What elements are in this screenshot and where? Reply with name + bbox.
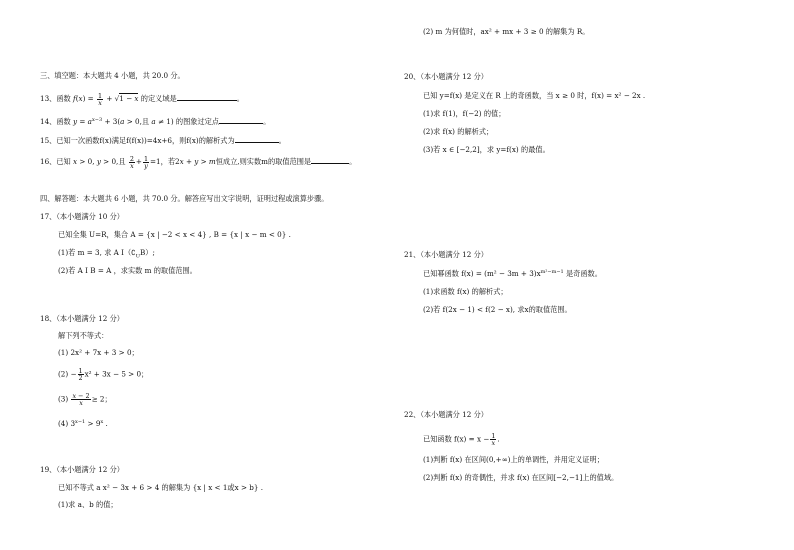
question-18-part3: (3) $\frac{x - 2}{x}$ ≥ 2；	[58, 392, 112, 407]
question-17-text: 已知全集 U=R，集合 A = {x | −2 < x < 4} , B = {x | x − m < 0} .	[58, 230, 291, 239]
question-18-text: 解下列不等式：	[58, 331, 109, 340]
question-16: 16、已知 x > 0, y > 0,且 $\frac{2}{x}$ + $\frac{1}{y}$ =1，若2x + y > m恒成立,则实数m的取值范围是 。	[40, 154, 357, 170]
section-3-header: 三、填空题：本大题共 4 小题，共 20.0 分。	[40, 71, 185, 80]
question-17-heading: 17、（本小题满分 10 分）	[40, 212, 124, 221]
question-21-part1: (1)求函数 f(x) 的解析式；	[423, 287, 508, 296]
question-21-part2: (2)若 f(2x − 1) < f(2 − x), 求x的取值范围。	[423, 305, 572, 314]
question-14: 14、函数 $y = a^{x-3} + 3(a > 0$,且 a ≠ 1) 的图象过定点 。	[40, 117, 271, 126]
question-20-part1: (1)求 f(1)，f(−2) 的值；	[423, 109, 506, 118]
question-20-text: 已知 y=f(x) 是定义在 R 上的奇函数，当 x ≥ 0 时，f(x) = x² − 2x .	[423, 91, 646, 100]
question-19-text: 已知不等式 a x² − 3x + 6 > 4 的解集为 {x | x < 1或x > b} .	[58, 483, 264, 492]
question-22-heading: 22、（本小题满分 12 分）	[404, 410, 488, 419]
question-17-part1: (1)若 m = 3, 求 A $I(∁_UB)$;	[58, 248, 155, 260]
question-20-part2: (2)求 f(x) 的解析式；	[423, 127, 494, 136]
question-22-part2: (2)判断 f(x) 的奇偶性，并求 f(x) 在区间[−2,−1]上的值域。	[423, 473, 619, 482]
question-19-part2: (2) m 为何值时，ax² + mx + 3 ≥ 0 的解集为 R。	[423, 27, 590, 36]
question-18-part1: (1) 2x² + 7x + 3 > 0；	[58, 348, 139, 357]
section-4-header: 四、解答题：本大题共 6 小题，共 70.0 分。解答应写出文字说明，证明过程或演算步骤。	[40, 194, 329, 203]
question-17-part2: (2)若 A I B = A ，求实数 m 的取值范围。	[58, 266, 197, 275]
answer-blank[interactable]	[235, 134, 279, 143]
question-19-heading: 19、（本小题满分 12 分）	[40, 465, 124, 474]
question-21-heading: 21、（本小题满分 12 分）	[404, 250, 488, 259]
question-18-part4: (4) $3^{x-1} > 9^x$ .	[58, 419, 108, 428]
question-20-part3: (3)若 x ∈ [−2,2]，求 y=f(x) 的最值。	[423, 145, 550, 154]
answer-blank[interactable]	[311, 155, 349, 164]
question-18-heading: 18、（本小题满分 12 分）	[40, 314, 124, 323]
answer-blank[interactable]	[177, 92, 237, 101]
question-19-part1: (1)求 a、b 的值；	[58, 500, 118, 509]
question-13: 13、函数 f(x) = $\frac{1}{x}$ + √1 − x 的定义域是 。	[40, 91, 244, 107]
answer-blank[interactable]	[219, 115, 263, 124]
question-15: 15、已知一次函数f(x)满足f(f(x))=4x+6，则f(x)的解析式为 。	[40, 136, 286, 145]
question-21-text: 已知幂函数 $f(x) = (m^2 - 3m + 3)x^{m^2-m-1}$ 是奇函数。	[423, 269, 602, 278]
question-20-heading: 20、（本小题满分 12 分）	[404, 72, 488, 81]
question-22-text: 已知函数 f(x) = x − $\frac{1}{x}$ .	[423, 432, 500, 447]
question-22-part1: (1)判断 f(x) 在区间(0,+∞)上的单调性，并用定义证明；	[423, 455, 604, 464]
question-18-part2: (2) − $\frac{1}{2}$ x² + 3x − 5 > 0；	[58, 367, 149, 382]
fraction: $\frac{1}{x}$	[97, 91, 103, 107]
